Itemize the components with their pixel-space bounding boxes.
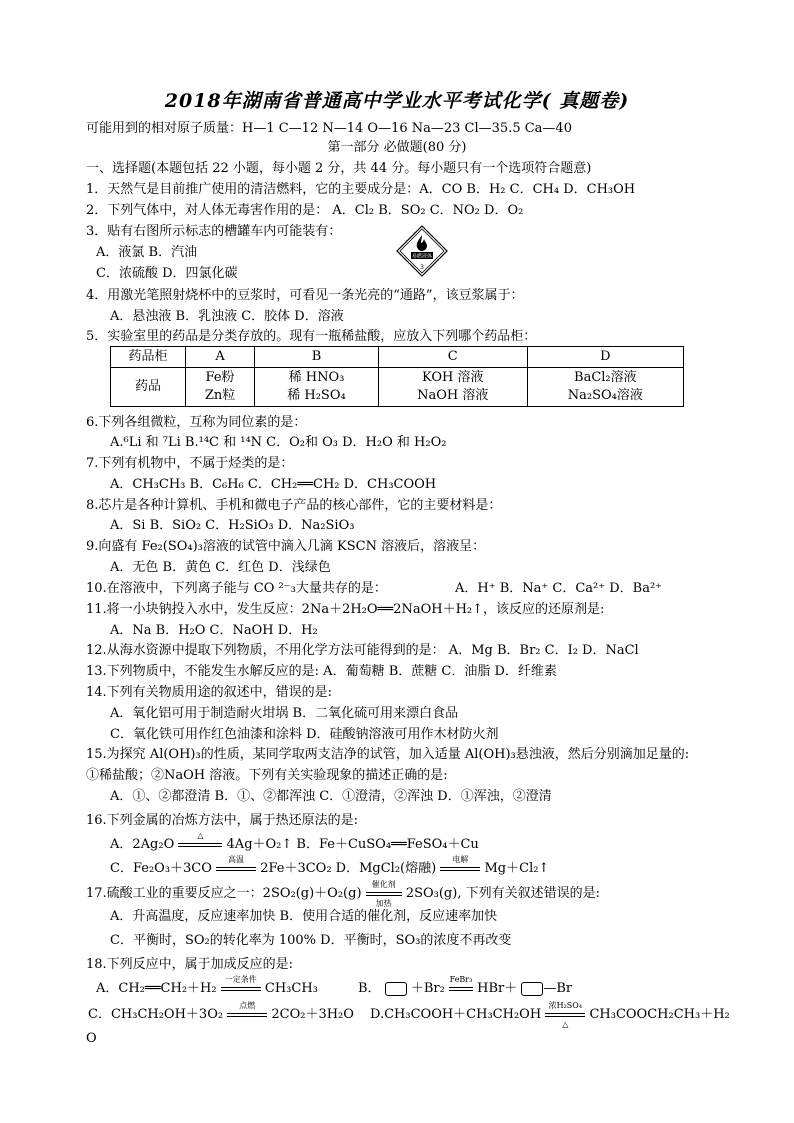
condition-arrow xyxy=(221,975,261,998)
question-17-options-cd: C．平衡时，SO₂的转化率为 100% D．平衡时，SO₃的浓度不再改变 xyxy=(110,933,512,948)
eq-part: A．2Ag₂O xyxy=(110,837,175,852)
eq-part: C．Fe₂O₃＋3CO xyxy=(110,861,212,876)
arrow-condition: 高温 xyxy=(228,855,245,864)
question-7: 7.下列有机物中，不属于烃类的是： xyxy=(86,456,294,471)
arrow-condition: 电解 xyxy=(452,855,469,864)
arrow-condition: FeBr₃ xyxy=(449,975,473,984)
cabinet-header-a: A xyxy=(186,347,255,368)
question-10: 10.在溶液中，下列离子能与 CO ²⁻₃大量共存的是： xyxy=(86,581,387,596)
section-heading: 一、选择题(本题包括 22 小题，每小题 2 分，共 44 分。每小题只有一个选项符合题意) xyxy=(86,161,592,176)
question-18-tail: O xyxy=(86,1031,97,1046)
atomic-masses: 可能用到的相对原子质量：H—1 C—12 N—14 O—16 Na—23 Cl—35.5 Ca—40 xyxy=(86,121,572,136)
cabinet-header-c: C xyxy=(378,347,527,368)
question-15-line2: ①稀盐酸；②NaOH 溶液。下列有关实验现象的描述正确的是: xyxy=(86,768,448,783)
question-3-options-ab: A．液氯 B．汽油 xyxy=(96,245,198,260)
cell-line: 稀 H₂SO₄ xyxy=(287,388,346,403)
arrow-condition: △ xyxy=(562,1020,569,1029)
arrow-condition: 催化剂 xyxy=(371,880,396,889)
cell-line: KOH 溶液 xyxy=(422,370,484,385)
cell-line: 稀 HNO₃ xyxy=(288,370,345,385)
question-14: 14.下列有关物质用途的叙述中，错误的是: xyxy=(86,685,333,700)
cabinet-row-label: 药品 xyxy=(111,368,186,407)
question-4-options: A．悬浊液 B．乳浊液 C．胶体 D．溶液 xyxy=(110,309,344,324)
cabinet-cell-d xyxy=(527,368,683,407)
table-row xyxy=(111,347,684,368)
question-14-options-cd: C．氧化铁可用作红色油漆和涂料 D．硅酸钠溶液可用作木材防火剂 xyxy=(110,727,499,742)
question-18: 18.下列反应中，属于加成反应的是: xyxy=(86,957,294,972)
question-11: 11.将一小块钠投入水中，发生反应：2Na＋2H₂O══2NaOH＋H₂↑，该反应的还原剂是: xyxy=(86,602,605,617)
sign-number: 3 xyxy=(420,264,424,271)
question-1: 1．天然气是目前推广使用的清洁燃料，它的主要成分是：A．CO B．H₂ C．CH₄ D．CH₃OH xyxy=(86,182,636,197)
question-13: 13.下列物质中，不能发生水解反应的是: A．葡萄糖 B．蔗糖 C．油脂 D．纤维素 xyxy=(86,664,557,679)
question-16-options-cd xyxy=(110,855,550,878)
cell-line: Fe粉 xyxy=(205,370,235,385)
cell-line: BaCl₂溶液 xyxy=(574,370,637,385)
eq-part: Br xyxy=(556,981,573,996)
benzene-ring-icon xyxy=(521,982,543,996)
cell-line: NaOH 溶液 xyxy=(417,388,489,403)
question-18-option-c xyxy=(88,1001,354,1024)
question-10-options: A．H⁺ B．Na⁺ C．Ca²⁺ D．Ba²⁺ xyxy=(455,581,663,596)
table-row xyxy=(111,368,684,407)
benzene-ring-icon xyxy=(385,982,407,996)
question-18-option-a xyxy=(96,975,318,998)
high-temp-arrow xyxy=(216,855,256,878)
cabinet-cell-a xyxy=(186,368,255,407)
question-12: 12.从海水资源中提取下列物质，不用化学方法可能得到的是： A．Mg B．Br₂ C．I₂ D．NaCl xyxy=(86,643,639,658)
question-16-options-ab xyxy=(110,831,479,854)
question-15-line1: 15.为探究 Al(OH)₃的性质，某同学取两支洁净的试管，加入适量 Al(OH)₃悬浊液，然后分别滴加足量的: xyxy=(86,747,690,762)
reversible-arrow xyxy=(545,1001,585,1029)
eq-part: 2Fe＋3CO₂ D．MgCl₂(熔融) xyxy=(260,861,437,876)
catalyst-arrow xyxy=(366,880,402,908)
eq-part: HBr＋ xyxy=(477,981,518,996)
arrow-condition: △ xyxy=(197,831,204,840)
question-6: 6.下列各组微粒，互称为同位素的是： xyxy=(86,415,307,430)
eq-part: 17.硫酸工业的重要反应之一：2SO₂(g)＋O₂(g) xyxy=(86,886,362,901)
question-3-options-cd: C．浓硫酸 D．四氯化碳 xyxy=(96,266,238,281)
question-15-options: A．①、②都澄清 B．①、②都浑浊 C．①澄清，②浑浊 D．①浑浊，②澄清 xyxy=(110,789,552,804)
question-3: 3．贴有右图所示标志的槽罐车内可能装有： xyxy=(86,224,342,239)
cabinet-header-label: 药品柜 xyxy=(111,347,186,368)
cabinet-cell-c xyxy=(378,368,527,407)
eq-part: A．CH₂══CH₂＋H₂ xyxy=(96,981,217,996)
question-14-options-ab: A．氧化铝可用于制造耐火坩埚 B．二氧化硫可用来漂白食品 xyxy=(110,706,459,721)
cabinet-header-d: D xyxy=(527,347,683,368)
eq-part: CH₃CH₃ xyxy=(264,981,318,996)
eq-part: CH₃COOCH₂CH₃＋H₂ xyxy=(589,1007,730,1022)
question-2: 2．下列气体中，对人体无毒害作用的是： A．Cl₂ B．SO₂ C．NO₂ D．O₂ xyxy=(86,203,524,218)
cabinet-table xyxy=(110,346,684,407)
question-9-options: A．无色 B．黄色 C．红色 D．浅绿色 xyxy=(110,560,331,575)
eq-part: D.CH₃COOH＋CH₃CH₂OH xyxy=(370,1007,542,1022)
arrow-condition: 点燃 xyxy=(239,1001,256,1010)
cabinet-header-b: B xyxy=(255,347,379,368)
question-8-options: A．Si B．SiO₂ C．H₂SiO₃ D．Na₂SiO₃ xyxy=(110,518,355,533)
arrow-condition: 加热 xyxy=(375,899,392,908)
question-6-options: A.⁶Li 和 ⁷Li B.¹⁴C 和 ¹⁴N C．O₂和 O₃ D．H₂O 和 H₂O₂ xyxy=(110,435,447,450)
question-5: 5．实验室里的药品是分类存放的。现有一瓶稀盐酸，应放入下列哪个药品柜： xyxy=(86,329,537,344)
febr3-arrow xyxy=(449,975,473,998)
flammable-liquid-sign-icon xyxy=(396,225,448,277)
question-11-options: A．Na B．H₂O C．NaOH D．H₂ xyxy=(110,623,318,638)
cabinet-cell-b xyxy=(255,368,379,407)
eq-part: ＋Br₂ xyxy=(410,981,445,996)
arrow-condition: 一定条件 xyxy=(224,975,257,984)
question-18-option-b: B． ＋Br₂ FeBr₃ HBr＋ —Br xyxy=(358,980,572,998)
question-4: 4．用激光笔照射烧杯中的豆浆时，可看见一条光亮的“通路”，该豆浆属于： xyxy=(86,288,524,303)
eq-part: Mg＋Cl₂↑ xyxy=(484,861,550,876)
arrow-condition: 浓H₂SO₄ xyxy=(548,1001,583,1010)
eq-part: 2CO₂＋3H₂O xyxy=(271,1007,354,1022)
question-9: 9.向盛有 Fe₂(SO₄)₃溶液的试管中滴入几滴 KSCN 溶液后，溶液呈： xyxy=(86,539,486,554)
eq-part: 2SO₃(g), 下列有关叙述错误的是: xyxy=(405,886,600,901)
sign-label: 易燃液体 xyxy=(411,253,433,260)
electrolysis-arrow xyxy=(440,855,480,878)
page-title: 2018年湖南省普通高中学业水平考试化学( 真题卷) xyxy=(164,90,630,112)
eq-part: C．CH₃CH₂OH＋3O₂ xyxy=(88,1007,224,1022)
question-17-options-ab: A．升高温度，反应速率加快 B．使用合适的催化剂，反应速率加快 xyxy=(110,909,498,924)
eq-part: 4Ag＋O₂↑ B．Fe＋CuSO₄══FeSO₄＋Cu xyxy=(226,837,479,852)
question-16: 16.下列金属的冶炼方法中，属于热还原法的是: xyxy=(86,813,359,828)
part-heading: 第一部分 必做题(80 分) xyxy=(327,140,467,155)
cell-line: Zn粒 xyxy=(204,388,236,403)
ignite-arrow xyxy=(227,1001,267,1024)
question-17 xyxy=(86,880,600,908)
question-7-options: A．CH₃CH₃ B．C₆H₆ C．CH₂══CH₂ D．CH₃COOH xyxy=(110,477,437,492)
question-18-option-d xyxy=(370,1001,730,1029)
cell-line: Na₂SO₄溶液 xyxy=(567,388,643,403)
eq-part: B． xyxy=(358,981,381,996)
question-8: 8.芯片是各种计算机、手机和微电子产品的核心部件，它的主要材料是： xyxy=(86,498,502,513)
